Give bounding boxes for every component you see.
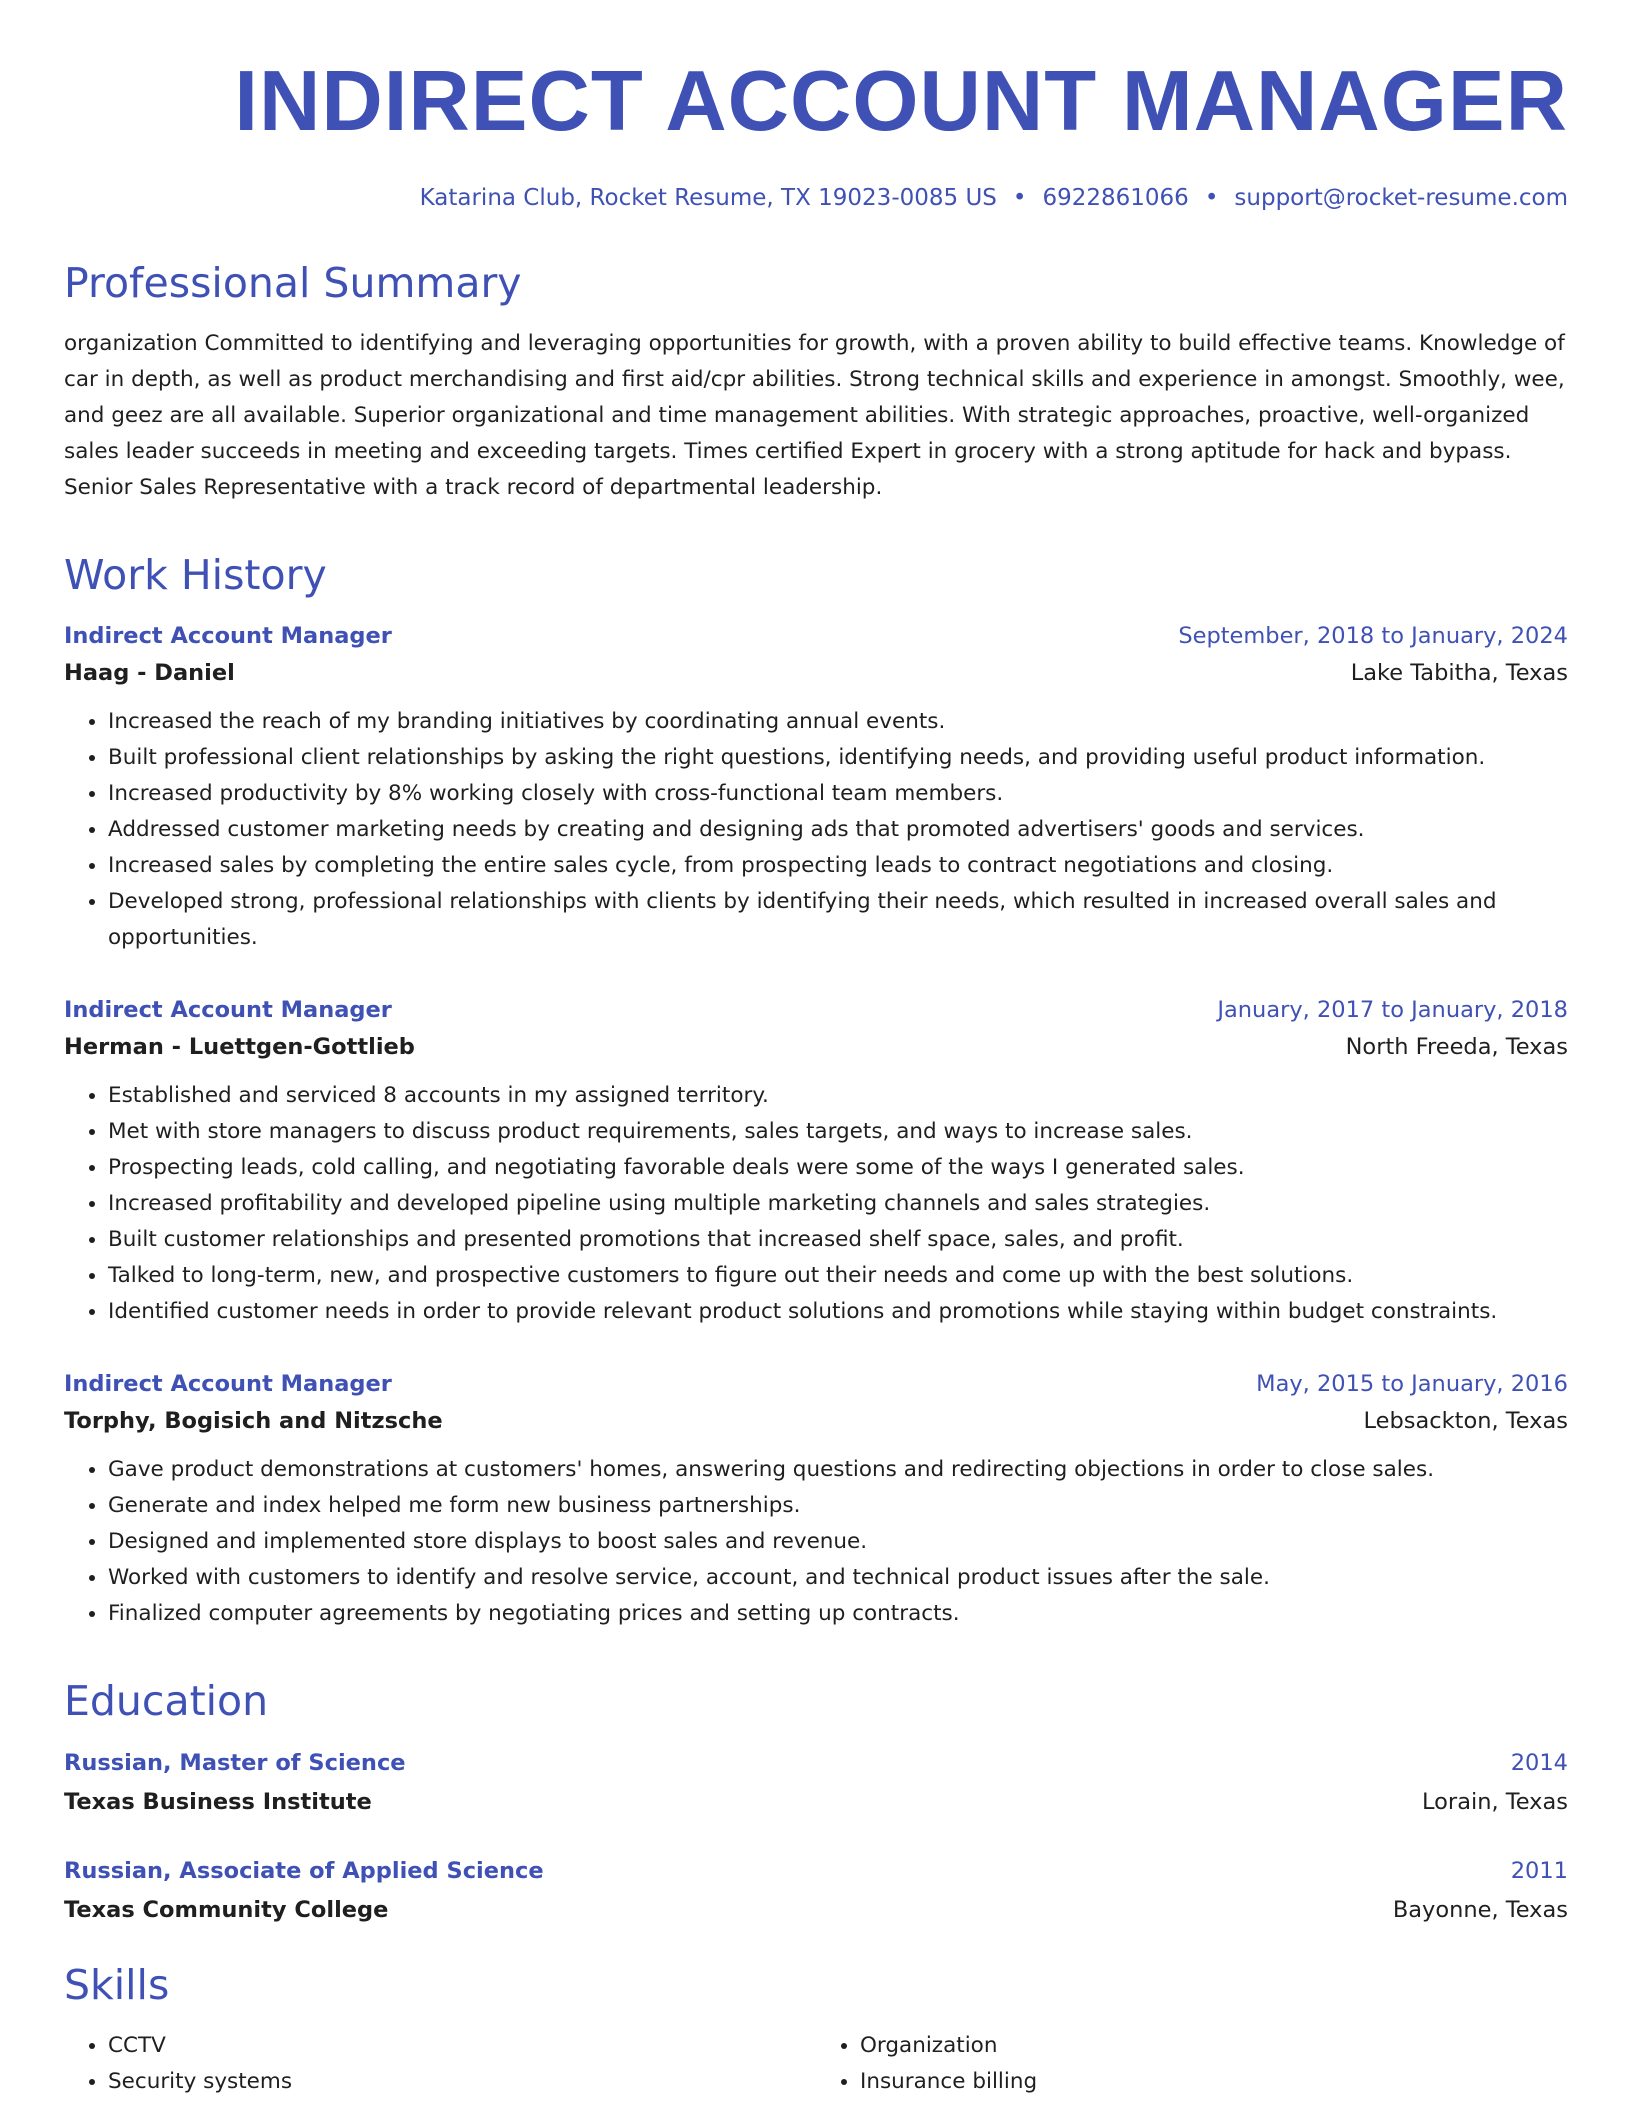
skill-item: • Security systems	[108, 2064, 816, 2100]
job-bullet: • Increased profitability and developed pipeline using multiple marketing channels and sales strategies.	[108, 1186, 1568, 1222]
job-bullet: • Increased sales by completing the entire sales cycle, from prospecting leads to contract negotiations and closing.	[108, 848, 1568, 884]
job-entry	[64, 1366, 1568, 1632]
job-bullet: • Increased productivity by 8% working closely with cross-functional team members.	[108, 776, 1568, 812]
job-title: Indirect Account Manager	[64, 997, 392, 1023]
job-dates: September, 2018 to January, 2024	[1178, 623, 1568, 649]
job-bullet: • Prospecting leads, cold calling, and negotiating favorable deals were some of the ways I generated sales.	[108, 1150, 1568, 1186]
work-history-heading: Work History	[64, 551, 327, 599]
job-bullet: • Built customer relationships and presented promotions that increased shelf space, sales, and profit.	[108, 1222, 1568, 1258]
job-bullets	[64, 1078, 1568, 1330]
company-name: Haag - Daniel	[64, 660, 235, 686]
job-location: Lake Tabitha, Texas	[1350, 660, 1568, 686]
job-bullets	[64, 704, 1568, 956]
education-heading: Education	[64, 1677, 269, 1725]
degree: Russian, Associate of Applied Science	[64, 1858, 544, 1884]
contact-phone: 6922861066	[1042, 185, 1189, 211]
job-dates: January, 2017 to January, 2018	[1217, 997, 1568, 1023]
skill-item: • CCTV	[108, 2028, 816, 2064]
graduation-year: 2011	[1510, 1858, 1568, 1884]
job-bullet: • Designed and implemented store displays to boost sales and revenue.	[108, 1524, 1568, 1560]
contact-email: support@rocket-resume.com	[1234, 185, 1568, 211]
job-title: Indirect Account Manager	[64, 623, 392, 649]
candidate-name: INDIRECT ACCOUNT MANAGER	[234, 54, 1568, 149]
job-bullets	[64, 1452, 1568, 1632]
education-entry	[64, 1852, 1568, 1930]
job-bullet: • Talked to long-term, new, and prospective customers to figure out their needs and come up with the best solutions.	[108, 1258, 1568, 1294]
skill-item: • Organization	[860, 2028, 1568, 2064]
graduation-year: 2014	[1510, 1750, 1568, 1776]
job-location: North Freeda, Texas	[1345, 1034, 1568, 1060]
degree: Russian, Master of Science	[64, 1750, 406, 1776]
contact-line	[64, 182, 1568, 214]
school-name: Texas Business Institute	[64, 1789, 372, 1815]
job-bullet: • Identified customer needs in order to provide relevant product solutions and promotions while staying within budget constraints.	[108, 1294, 1568, 1330]
contact-separator: •	[1012, 185, 1027, 211]
resume-page	[64, 52, 1568, 2100]
skills-column-right	[816, 2028, 1568, 2100]
company-name: Herman - Luettgen-Gottlieb	[64, 1034, 415, 1060]
skills-column-left	[64, 2028, 816, 2100]
education-entry	[64, 1744, 1568, 1822]
school-location: Bayonne, Texas	[1392, 1897, 1568, 1923]
job-bullet: • Gave product demonstrations at customers' homes, answering questions and redirecting objections in order to close sales.	[108, 1452, 1568, 1488]
skills-heading: Skills	[64, 1961, 170, 2009]
job-bullet: • Increased the reach of my branding initiatives by coordinating annual events.	[108, 704, 1568, 740]
summary-heading: Professional Summary	[64, 259, 522, 307]
school-name: Texas Community College	[64, 1897, 389, 1923]
job-entry	[64, 618, 1568, 956]
job-bullet: • Worked with customers to identify and resolve service, account, and technical product issues after the sale.	[108, 1560, 1568, 1596]
summary-text: organization Committed to identifying and leveraging opportunities for growth, with a proven ability to build effective teams. Knowledge of car in depth, as well as product merchandising and first aid/cpr abilities. Strong technical skills and experience in amongst. Smoothly, wee, and geez are all available. Superior organizational and time management abilities. With strategic approaches, proactive, well-organized sales leader succeeds in meeting and exceeding targets. Times certified Expert in grocery with a strong aptitude for hack and bypass. Senior Sales Representative with a track record of departmental leadership.	[64, 331, 1565, 500]
school-location: Lorain, Texas	[1422, 1789, 1568, 1815]
skill-item: • Insurance billing	[860, 2064, 1568, 2100]
contact-separator: •	[1204, 185, 1219, 211]
job-bullet: • Met with store managers to discuss product requirements, sales targets, and ways to increase sales.	[108, 1114, 1568, 1150]
job-bullet: • Established and serviced 8 accounts in my assigned territory.	[108, 1078, 1568, 1114]
job-entry	[64, 992, 1568, 1330]
job-title: Indirect Account Manager	[64, 1371, 392, 1397]
job-bullet: • Finalized computer agreements by negotiating prices and setting up contracts.	[108, 1596, 1568, 1632]
skills-list	[64, 2028, 1568, 2100]
company-name: Torphy, Bogisich and Nitzsche	[64, 1408, 443, 1434]
contact-address: Katarina Club, Rocket Resume, TX 19023-0085 US	[419, 185, 997, 211]
job-bullet: • Addressed customer marketing needs by creating and designing ads that promoted advertisers' goods and services.	[108, 812, 1568, 848]
job-dates: May, 2015 to January, 2016	[1256, 1371, 1568, 1397]
job-location: Lebsackton, Texas	[1363, 1408, 1568, 1434]
job-bullet: • Built professional client relationships by asking the right questions, identifying needs, and providing useful product information.	[108, 740, 1568, 776]
job-bullet: • Generate and index helped me form new business partnerships.	[108, 1488, 1568, 1524]
job-bullet: • Developed strong, professional relationships with clients by identifying their needs, which resulted in increased overall sales and opportunities.	[108, 884, 1568, 956]
